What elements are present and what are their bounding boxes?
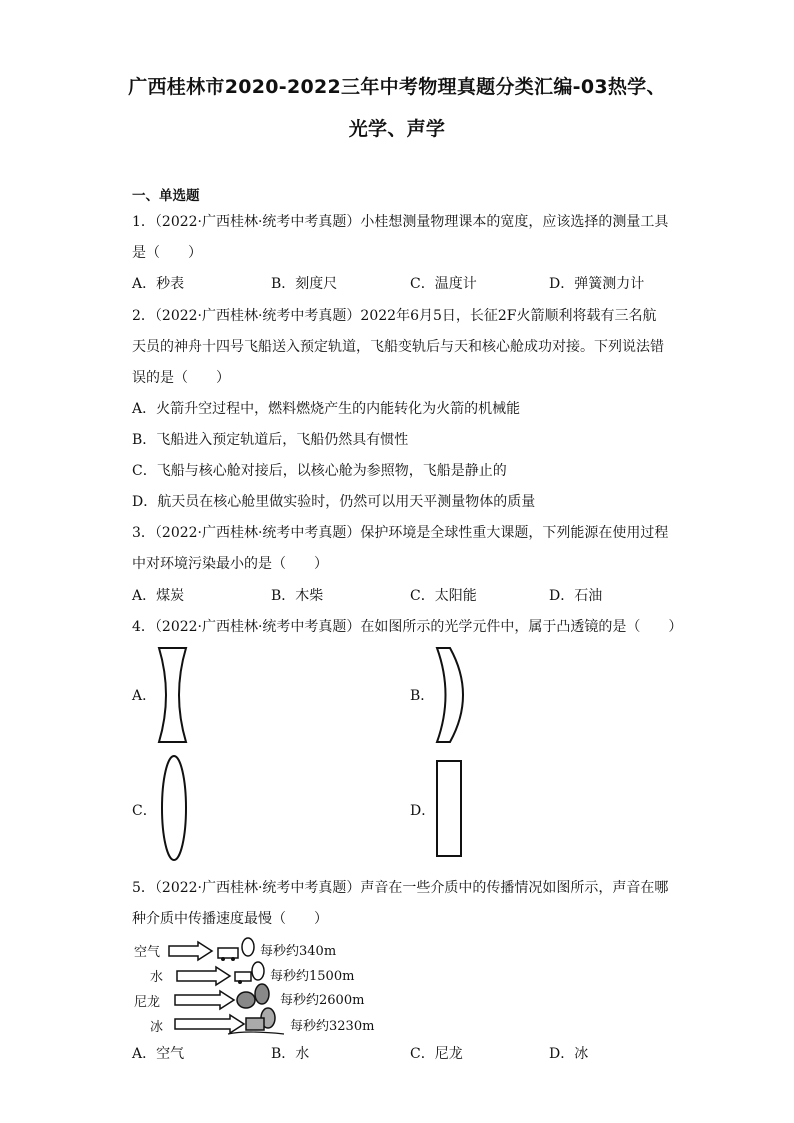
medium-label-nylon: 尼龙: [134, 995, 161, 1010]
q1-option-d: D．弹簧测力计: [549, 276, 645, 292]
doc-title-line1: 广西桂林市2020-2022三年中考物理真题分类汇编-03热学、: [128, 76, 666, 98]
speed-label-ice: 每秒约3230m: [290, 1019, 375, 1034]
q4-stem-line1: 4．（2022·广西桂林·统考中考真题）在如图所示的光学元件中，属于凸透镜的是（ ）: [132, 619, 683, 635]
q5-option-b: B．水: [271, 1046, 310, 1062]
q5-stem-line1: 5．（2022·广西桂林·统考中考真题）声音在一些介质中的传播情况如图所示，声音在哪: [132, 880, 669, 896]
q4-option-d-label: D．: [410, 803, 436, 819]
q3-stem-line2: 中对环境污染最小的是（ ）: [132, 556, 328, 572]
q1-option-b: B．刻度尺: [271, 276, 338, 292]
q2-option-b: B．飞船进入预定轨道后，飞船仍然具有惯性: [132, 432, 409, 448]
concave-lens-icon: [158, 647, 188, 743]
q4-option-c-label: C．: [132, 803, 157, 819]
q3-option-c: C．太阳能: [410, 588, 477, 604]
q2-option-c: C．飞船与核心舱对接后，以核心舱为参照物，飞船是静止的: [132, 463, 507, 479]
doc-title-line2: 光学、声学: [348, 118, 446, 140]
q1-stem-line1: 1．（2022·广西桂林·统考中考真题）小桂想测量物理课本的宽度，应该选择的测量工具: [132, 214, 669, 230]
section-heading: 一、单选题: [132, 188, 200, 204]
q4-option-b-label: B．: [410, 688, 435, 704]
q3-option-a: A．煤炭: [132, 588, 185, 604]
convex-lens-icon: [160, 754, 190, 862]
medium-label-ice: 冰: [150, 1020, 164, 1035]
q2-stem-line1: 2．（2022·广西桂林·统考中考真题）2022年6月5日，长征2F火箭顺利将载有三名航: [132, 308, 657, 324]
q5-stem-line2: 种介质中传播速度最慢（ ）: [132, 911, 328, 927]
q5-option-a: A．空气: [132, 1046, 185, 1062]
medium-label-air: 空气: [134, 945, 161, 960]
q3-option-d: D．石油: [549, 588, 603, 604]
arrow-icon: [176, 966, 232, 986]
sound-speaker-icon: [214, 936, 256, 962]
q4-option-a-label: A．: [132, 688, 157, 704]
q5-option-d: D．冰: [549, 1046, 589, 1062]
q2-stem-line2: 天员的神舟十四号飞船送入预定轨道，飞船变轨后与天和核心舱成功对接。下列说法错: [132, 339, 664, 355]
convex-meniscus-lens-icon: [436, 647, 466, 743]
glass-slab-icon: [436, 760, 464, 858]
speed-label-nylon: 每秒约2600m: [280, 993, 365, 1008]
speed-label-water: 每秒约1500m: [270, 969, 355, 984]
q3-stem-line1: 3．（2022·广西桂林·统考中考真题）保护环境是全球性重大课题，下列能源在使用过程: [132, 525, 669, 541]
q1-option-c: C．温度计: [410, 276, 477, 292]
q2-option-a: A．火箭升空过程中，燃料燃烧产生的内能转化为火箭的机械能: [132, 401, 521, 417]
speed-label-air: 每秒约340m: [260, 944, 337, 959]
sound-speaker-icon: [226, 1006, 288, 1038]
q1-option-a: A．秒表: [132, 276, 185, 292]
q1-stem-line2: 是（ ）: [132, 245, 202, 261]
medium-label-water: 水: [150, 970, 164, 985]
arrow-icon: [168, 941, 214, 961]
q2-stem-line3: 误的是（ ）: [132, 370, 230, 386]
q3-option-b: B．木柴: [271, 588, 324, 604]
q5-option-c: C．尼龙: [410, 1046, 463, 1062]
q2-option-d: D．航天员在核心舱里做实验时，仍然可以用天平测量物体的质量: [132, 494, 536, 510]
